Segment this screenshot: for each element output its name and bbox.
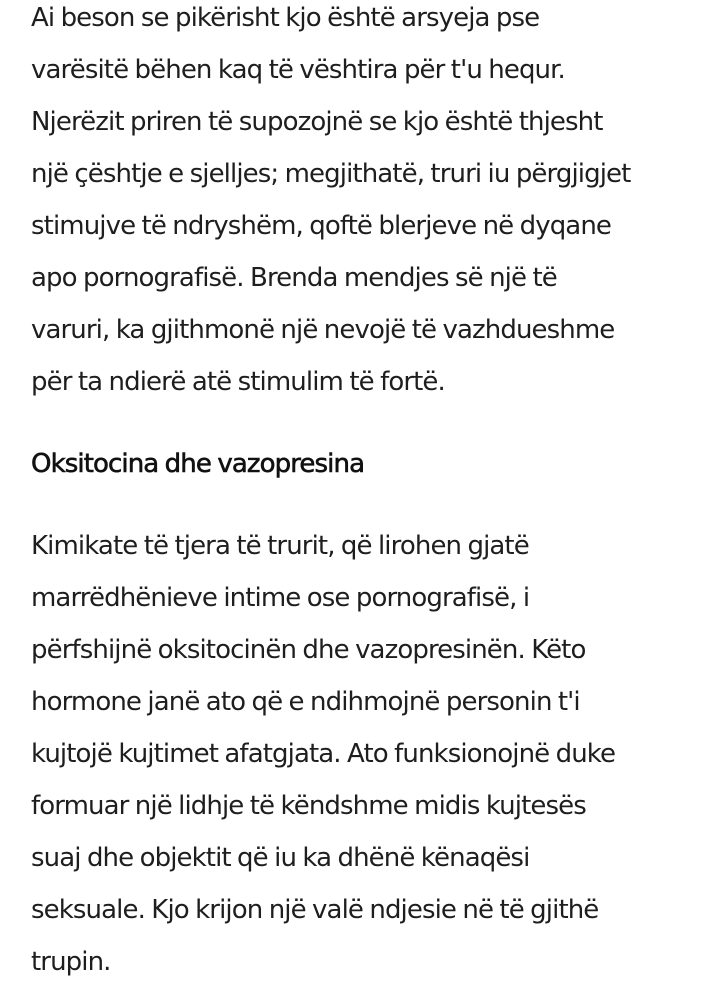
text-line: trupin. bbox=[31, 947, 111, 977]
text-line: varuri, ka gjithmonë një nevojë të vazhdueshme bbox=[31, 315, 615, 345]
text-line: Njerëzit priren të supozojnë se kjo është thjesht bbox=[31, 107, 603, 137]
text-line: hormone janë ato që e ndihmojnë personin t'i bbox=[31, 687, 580, 717]
text-line: marrëdhënieve intime ose pornografisë, i bbox=[31, 583, 530, 613]
text-line: formuar një lidhje të këndshme midis kujtesës bbox=[31, 791, 586, 821]
text-line: përfshijnë oksitocinën dhe vazopresinën. Këto bbox=[31, 635, 586, 665]
text-line: kujtojë kujtimet afatgjata. Ato funksionojnë duke bbox=[31, 739, 616, 769]
text-line: apo pornografisë. Brenda mendjes së një të bbox=[31, 263, 557, 293]
text-line: suaj dhe objektit që iu ka dhënë kënaqësi bbox=[31, 843, 530, 873]
text-line: stimujve të ndryshëm, qoftë blerjeve në dyqane bbox=[31, 211, 612, 241]
section-heading: Oksitocina dhe vazopresina bbox=[31, 449, 365, 479]
text-line: seksuale. Kjo krijon një valë ndjesie në të gjithë bbox=[31, 895, 599, 925]
text-line: varësitë bëhen kaq të vështira për t'u hequr. bbox=[31, 55, 565, 85]
paragraph-addiction bbox=[31, 0, 630, 408]
text-line: për ta ndierë atë stimulim të fortë. bbox=[31, 367, 445, 397]
paragraph-hormones bbox=[31, 520, 615, 988]
text-line: një çështje e sjelljes; megjithatë, truri iu përgjigjet bbox=[31, 159, 631, 189]
text-line: Kimikate të tjera të trurit, që lirohen gjatë bbox=[31, 531, 529, 561]
text-line: Ai beson se pikërisht kjo është arsyeja pse bbox=[31, 3, 540, 33]
